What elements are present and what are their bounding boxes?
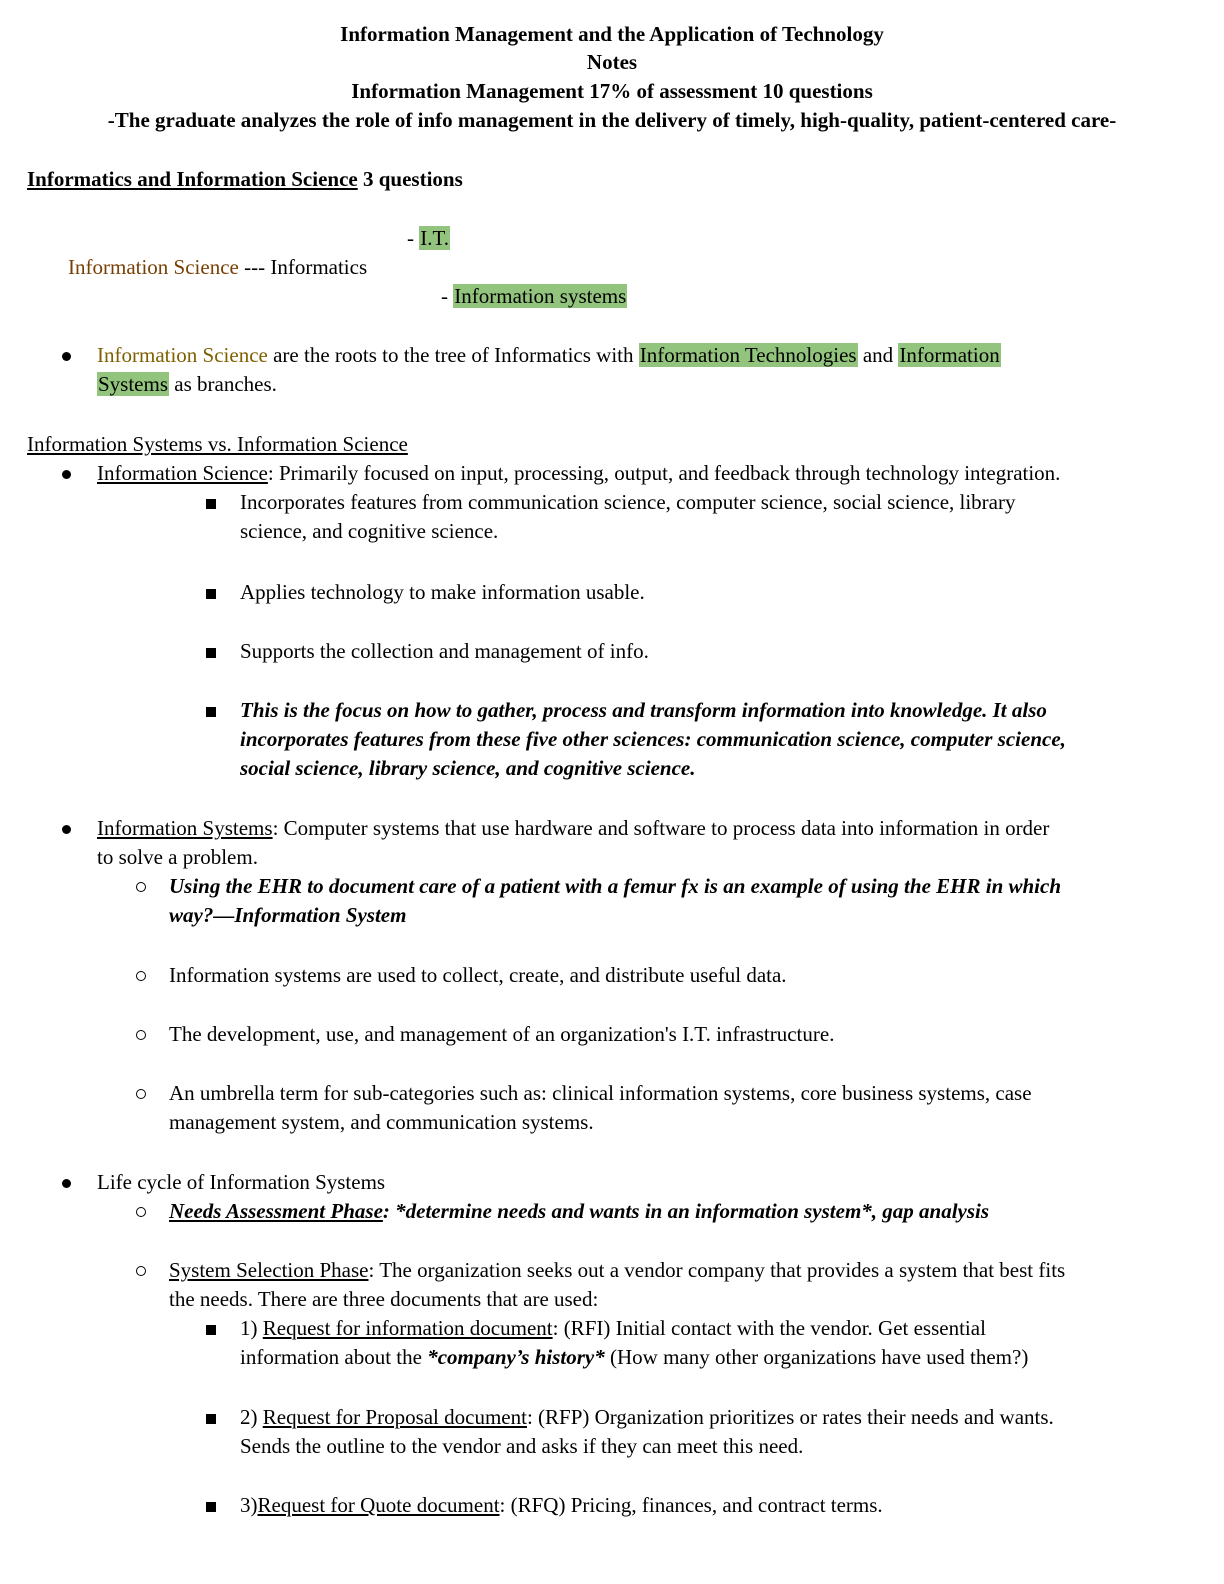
document-title: Information Management and the Application of Technology <box>340 22 884 46</box>
list-item-cont: science, and cognitive science. <box>240 519 499 543</box>
rfi-term: Request for information document <box>262 1316 553 1340</box>
list-item: The development, use, and management of an organization's I.T. infrastructure. <box>169 1022 835 1046</box>
section-info: Information Management 17% of assessment 10 questions <box>351 79 873 103</box>
rfp-term: Request for Proposal document <box>262 1405 527 1429</box>
tree-text-and: and <box>857 343 899 367</box>
needs-assessment-def: : *determine needs and wants in an information system*, gap analysis <box>382 1199 990 1223</box>
system-selection-phase <box>169 1256 1065 1285</box>
list-item-emphasis-cont: incorporates features from these five other sciences: communication science, computer science, <box>240 727 1066 751</box>
bullet-circle-icon <box>136 971 146 981</box>
rfq-number: 3) <box>240 1493 258 1517</box>
list-item-emphasis: This is the focus on how to gather, process and transform information into knowledge. It also <box>240 698 1047 722</box>
bullet-square-icon <box>206 1414 216 1424</box>
competency-statement: -The graduate analyzes the role of info management in the delivery of timely, high-quality, patient-centered care- <box>107 108 1117 132</box>
system-selection-def: : The organization seeks out a vendor company that provides a system that best fits <box>368 1258 1066 1282</box>
info-systems-term: Information Systems <box>97 816 273 840</box>
section-heading-count: 3 questions <box>357 167 463 191</box>
section-heading <box>27 165 463 194</box>
tree-text-end: as branches. <box>169 372 277 396</box>
rfp-def: : (RFP) Organization prioritizes or rates their needs and wants. <box>526 1405 1054 1429</box>
diagram-info-science: Information Science <box>68 255 239 279</box>
rfi-text-end: (How many other organizations have used them?) <box>604 1345 1029 1369</box>
rfq-term: Request for Quote document <box>257 1493 500 1517</box>
bullet-circle-icon <box>136 1207 146 1217</box>
list-item-emphasis-cont: social science, library science, and cognitive science. <box>240 756 696 780</box>
list-item: Information systems are used to collect, create, and distribute useful data. <box>169 963 787 987</box>
bullet-dot-icon <box>62 352 71 361</box>
bullet-circle-icon <box>136 882 146 892</box>
bullet-square-icon <box>206 1325 216 1335</box>
info-science-term: Information Science <box>97 461 268 485</box>
bullet-circle-icon <box>136 1089 146 1099</box>
system-selection-def-cont: the needs. There are three documents that are used: <box>169 1287 599 1311</box>
bullet-square-icon <box>206 1502 216 1512</box>
tree-text: are the roots to the tree of Informatics with <box>267 343 639 367</box>
diagram-branch-it <box>407 224 450 253</box>
section-heading-title: Informatics and Information Science <box>27 167 358 191</box>
bullet-square-icon <box>206 589 216 599</box>
info-systems-def-cont: to solve a problem. <box>97 845 258 869</box>
compare-heading: Information Systems vs. Information Science <box>27 432 408 456</box>
diagram-branch-systems <box>441 282 627 311</box>
system-selection-term: System Selection Phase <box>169 1258 369 1282</box>
bullet-square-icon <box>206 648 216 658</box>
lifecycle-title: Life cycle of Information Systems <box>97 1170 386 1194</box>
tree-info-tech: Information Technologies <box>639 343 857 367</box>
diagram-systems-label: Information systems <box>454 284 627 308</box>
bullet-circle-icon <box>136 1266 146 1276</box>
bullet-square-icon <box>206 707 216 717</box>
list-item: Incorporates features from communication science, computer science, social science, library <box>240 490 1016 514</box>
needs-assessment-phase <box>169 1197 989 1226</box>
info-systems-def: : Computer systems that use hardware and software to process data into information in order <box>272 816 1050 840</box>
bullet-dot-icon <box>62 1179 71 1188</box>
bullet-dot-icon <box>62 825 71 834</box>
rfp-number: 2) <box>240 1405 263 1429</box>
list-item-cont: management system, and communication systems. <box>169 1110 594 1134</box>
info-systems-definition <box>97 814 1049 843</box>
rfq-def: : (RFQ) Pricing, finances, and contract terms. <box>499 1493 883 1517</box>
info-science-definition <box>97 459 1060 488</box>
diagram-dash: - <box>441 284 448 308</box>
needs-assessment-term: Needs Assessment Phase <box>169 1199 383 1223</box>
bullet-circle-icon <box>136 1030 146 1040</box>
rfi-def: : (RFI) Initial contact with the vendor. Get essential <box>552 1316 986 1340</box>
rfp-item-cont: Sends the outline to the vendor and asks if they can meet this need. <box>240 1434 804 1458</box>
rfi-item-cont <box>240 1343 1028 1372</box>
rfq-item <box>240 1491 883 1520</box>
list-item: An umbrella term for sub-categories such as: clinical information systems, core business systems, case <box>169 1081 1032 1105</box>
tree-bullet-line1 <box>97 341 1001 370</box>
diagram-it-label: I.T. <box>420 226 450 250</box>
bullet-dot-icon <box>62 470 71 479</box>
rfi-number: 1) <box>240 1316 263 1340</box>
list-item-emphasis-cont: way?—Information System <box>169 903 407 927</box>
tree-info-systems-a: Information <box>899 343 1000 367</box>
rfi-company-history: *company’s history* <box>427 1345 605 1369</box>
bullet-square-icon <box>206 499 216 509</box>
rfp-item <box>240 1403 1054 1432</box>
diagram-dash: - <box>407 226 414 250</box>
diagram-informatics: --- Informatics <box>238 255 368 279</box>
tree-bullet-line2 <box>97 370 277 399</box>
tree-info-science: Information Science <box>97 343 268 367</box>
list-item-emphasis: Using the EHR to document care of a patient with a femur fx is an example of using the EHR in which <box>169 874 1062 898</box>
tree-info-systems-b: Systems <box>98 372 169 396</box>
rfi-text: information about the <box>240 1345 428 1369</box>
document-subtitle: Notes <box>586 50 638 74</box>
list-item: Supports the collection and management of info. <box>240 639 649 663</box>
list-item: Applies technology to make information usable. <box>240 580 645 604</box>
rfi-item <box>240 1314 986 1343</box>
info-science-def: : Primarily focused on input, processing, output, and feedback through technology integration. <box>267 461 1061 485</box>
diagram-root <box>68 253 367 282</box>
